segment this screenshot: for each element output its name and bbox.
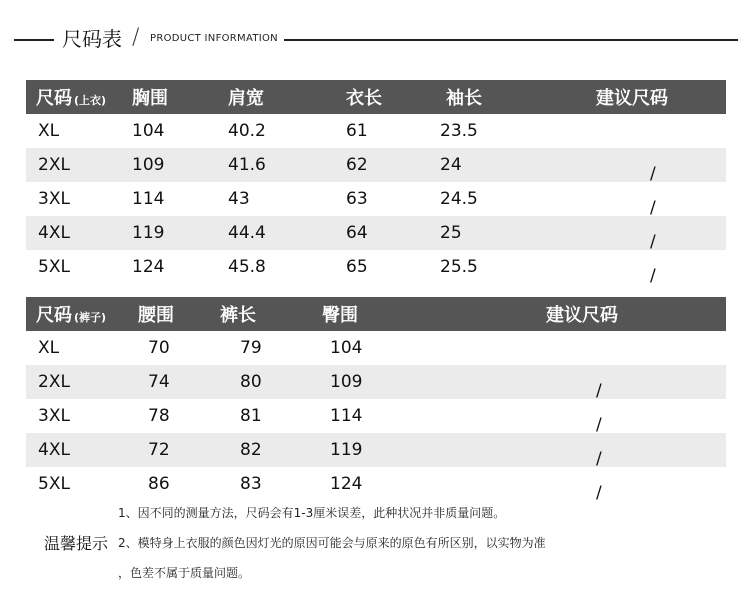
hip-cell: 109 [330, 372, 363, 392]
chest-cell: 114 [132, 189, 165, 209]
note-line-1: 1、因不同的测量方法，尺码会有1-3厘米误差，此种状况并非质量问题。 [118, 506, 506, 520]
bottom-col-waist: 腰围 [138, 305, 174, 326]
size-cell: 4XL [38, 440, 70, 460]
table-row [26, 433, 726, 467]
pants-length-cell: 79 [240, 338, 262, 358]
recommend-cell: / [650, 266, 656, 286]
recommend-cell [562, 114, 726, 148]
waist-cell: 74 [148, 372, 170, 392]
chest-cell: 119 [132, 223, 165, 243]
recommend-cell: / [596, 415, 602, 435]
recommend-cell: / [596, 381, 602, 401]
bottom-col-empty [426, 297, 526, 331]
note-line-3: ，色差不属于质量问题。 [118, 566, 251, 580]
shoulder-cell: 43 [228, 189, 250, 209]
size-chart-header [0, 22, 750, 56]
table-row [26, 114, 726, 148]
top-col-chest: 胸围 [132, 88, 168, 109]
recommend-cell: / [650, 198, 656, 218]
waist-cell: 78 [148, 406, 170, 426]
top-col-shoulder: 肩宽 [228, 88, 264, 109]
top-col-recommend: 建议尺码 [596, 88, 668, 109]
notes-section [0, 498, 750, 588]
length-cell: 64 [346, 223, 368, 243]
size-cell: 4XL [38, 223, 70, 243]
top-table-header-row [26, 80, 726, 114]
pants-length-cell: 83 [240, 474, 262, 494]
table-row [26, 250, 726, 284]
header-subtitle: PRODUCT INFORMATION [150, 33, 278, 44]
top-size-table [26, 80, 726, 284]
hip-cell: 114 [330, 406, 363, 426]
bottom-col-size: 尺码 (裤子) [36, 305, 107, 326]
recommend-cell [526, 331, 726, 365]
hip-cell: 124 [330, 474, 363, 494]
header-slash: / [132, 25, 140, 50]
chest-cell: 124 [132, 257, 165, 277]
hip-cell: 119 [330, 440, 363, 460]
length-cell: 61 [346, 121, 368, 141]
bottom-col-recommend: 建议尺码 [546, 305, 618, 326]
table-row [26, 148, 726, 182]
size-cell: 2XL [38, 155, 70, 175]
header-rule-right [284, 39, 738, 41]
sleeve-cell: 25.5 [440, 257, 478, 277]
pants-length-cell: 81 [240, 406, 262, 426]
waist-cell: 72 [148, 440, 170, 460]
table-row [26, 467, 726, 501]
empty-cell [426, 467, 526, 501]
empty-cell [426, 331, 526, 365]
table-row [26, 216, 726, 250]
notes-label: 温馨提示 [44, 534, 109, 553]
pants-length-cell: 80 [240, 372, 262, 392]
sleeve-cell: 23.5 [440, 121, 478, 141]
table-row [26, 182, 726, 216]
top-size-note: (上衣) [74, 94, 107, 107]
recommend-cell: / [596, 483, 602, 503]
empty-cell [426, 365, 526, 399]
chest-cell: 109 [132, 155, 165, 175]
table-row [26, 399, 726, 433]
header-rule-left [14, 39, 54, 41]
size-cell: 3XL [38, 406, 70, 426]
bottom-size-table [26, 297, 726, 501]
note-line-2: 2、模特身上衣服的颜色因灯光的原因可能会与原来的原色有所区别，以实物为准 [118, 536, 546, 550]
recommend-cell: / [650, 164, 656, 184]
table-row [26, 331, 726, 365]
size-cell: 2XL [38, 372, 70, 392]
hip-cell: 104 [330, 338, 363, 358]
size-cell: 3XL [38, 189, 70, 209]
bottom-size-note: (裤子) [74, 311, 107, 324]
length-cell: 62 [346, 155, 368, 175]
shoulder-cell: 45.8 [228, 257, 266, 277]
table-row [26, 365, 726, 399]
recommend-cell: / [650, 232, 656, 252]
top-col-sleeve: 袖长 [446, 88, 482, 109]
shoulder-cell: 41.6 [228, 155, 266, 175]
length-cell: 63 [346, 189, 368, 209]
shoulder-cell: 44.4 [228, 223, 266, 243]
pants-length-cell: 82 [240, 440, 262, 460]
size-cell: 5XL [38, 257, 70, 277]
bottom-table-header-row [26, 297, 726, 331]
size-cell: XL [38, 338, 60, 358]
length-cell: 65 [346, 257, 368, 277]
shoulder-cell: 40.2 [228, 121, 266, 141]
header-title: 尺码表 [62, 27, 122, 51]
top-col-size: 尺码 (上衣) [36, 88, 107, 109]
bottom-col-hip: 臀围 [322, 305, 358, 326]
bottom-col-pants-length: 裤长 [220, 305, 256, 326]
empty-cell [426, 399, 526, 433]
size-cell: 5XL [38, 474, 70, 494]
top-col-length: 衣长 [346, 88, 382, 109]
empty-cell [426, 433, 526, 467]
chest-cell: 104 [132, 121, 165, 141]
sleeve-cell: 24 [440, 155, 462, 175]
sleeve-cell: 25 [440, 223, 462, 243]
sleeve-cell: 24.5 [440, 189, 478, 209]
waist-cell: 86 [148, 474, 170, 494]
waist-cell: 70 [148, 338, 170, 358]
size-cell: XL [38, 121, 60, 141]
recommend-cell: / [596, 449, 602, 469]
